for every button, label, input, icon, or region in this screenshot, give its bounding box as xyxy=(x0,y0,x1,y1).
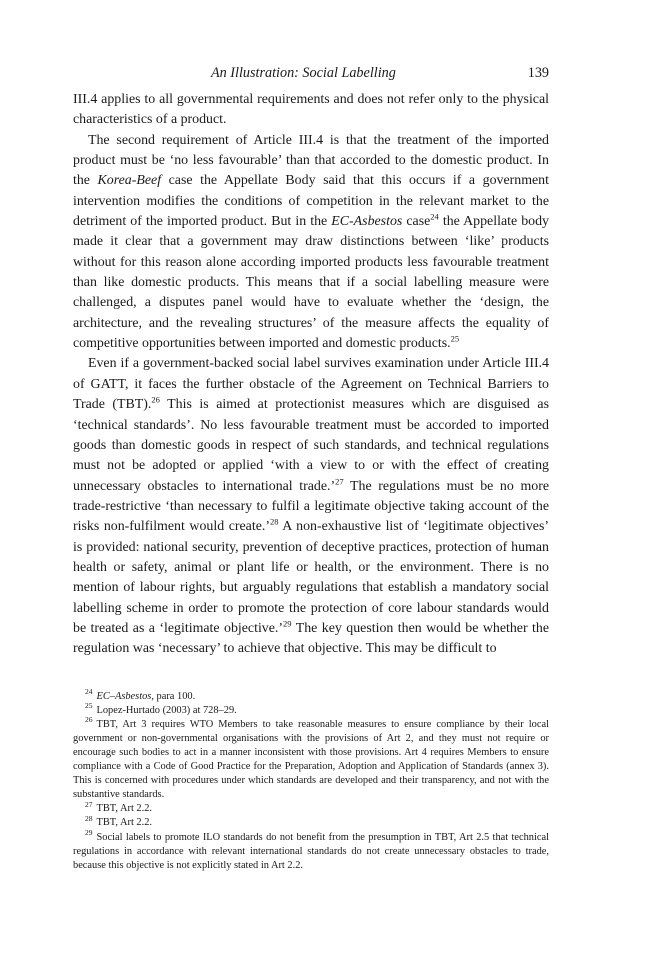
footnote-case-name: EC–Asbestos xyxy=(96,690,152,702)
footnote-ref-24: 24 xyxy=(430,211,439,222)
footnote-28 xyxy=(73,816,549,830)
footnote-ref-28: 28 xyxy=(269,516,279,527)
footnote-ref-26: 26 xyxy=(151,394,160,405)
paragraph-1-text: III.4 applies to all governmental requirements and does not refer only to the physical characteristics of a product. xyxy=(73,92,549,128)
paragraph-3-text: A non-exhaustive list of ‘legitimate objectives’ is provided: national security, prevention of deceptive practices, protection of human health or safety, animal or plant life or health, or the environment. There is no mention of labour rights, but arguably regulations that establish a mandatory social labelling scheme in order to promote the protection of core labour standards would be treated as a ‘legitimate objective.’ xyxy=(73,519,549,636)
footnote-number: 26 xyxy=(85,715,93,725)
footnote-number: 24 xyxy=(85,687,93,697)
paragraph-2-text: case xyxy=(402,214,431,230)
body-text xyxy=(73,90,549,660)
footnote-text: Social labels to promote ILO standards do not benefit from the presumption in TBT, Art 2.5 that technical regulations in accordance with relevant international standards do not create unnecessary obstacles to trade, because this objective is not explicitly stated in Art 2.2. xyxy=(73,831,549,871)
paragraph-2-text: case the Appellate Body said that this occurs if a government intervention modifies the conditions of competition in the relevant market to the detriment of the imported product. But in the xyxy=(73,173,549,230)
paragraph-3-text: The key question then would be whether the regulation was ‘necessary’ to achieve that objective. This may be difficult to xyxy=(73,620,550,657)
paragraph-2-text: The second requirement of Article III.4 is that the treatment of the imported product must be ‘no less favourable’ than that accorded to the domestic product. In the xyxy=(73,132,549,189)
book-page xyxy=(73,62,549,873)
footnote-26 xyxy=(73,715,549,803)
footnotes xyxy=(73,687,549,873)
footnote-text: TBT, Art 2.2. xyxy=(96,817,153,829)
footnote-25 xyxy=(73,701,549,718)
footnote-24 xyxy=(73,687,549,704)
footnote-ref-27: 27 xyxy=(335,475,344,486)
paragraph-3-text: The regulations must be no more trade-restrictive ‘than necessary to fulfil a legitimate objective taking account of the risks non-fulfilment would create.’ xyxy=(73,478,549,535)
footnote-27 xyxy=(73,799,549,816)
footnote-text: , para 100. xyxy=(151,690,196,702)
paragraph-2-text: the Appellate body made it clear that a government may draw distinctions between ‘like’ products without for this reason alone according imported products less favourable treatment than like domestic products. This means that if a social labelling measure were challenged, a disputes panel would have to evaluate whether the ‘design, the architecture, and the revealing structures’ of the measure affects the equality of competitive opportunities between imported and domestic products. xyxy=(73,214,549,352)
footnote-29 xyxy=(73,828,549,873)
running-title: An Illustration: Social Labelling xyxy=(211,65,396,81)
running-header xyxy=(73,62,549,84)
footnote-ref-29: 29 xyxy=(283,618,292,629)
footnote-ref-25: 25 xyxy=(450,333,460,344)
footnote-text: TBT, Art 2.2. xyxy=(96,803,153,815)
paragraph-1 xyxy=(73,90,549,131)
case-name-korea-beef: Korea-Beef xyxy=(97,173,162,189)
footnote-number: 25 xyxy=(85,701,93,711)
page-number: 139 xyxy=(527,65,549,81)
footnote-text: Lopez-Hurtado (2003) at 728–29. xyxy=(96,704,237,716)
paragraph-3-text: This is aimed at protectionist measures which are disguised as ‘technical standards’. No less favourable treatment must be accorded to imported goods than domestic goods in respect of such standards, and technical regulations must not be adopted or applied ‘with a view to or with the effect of creating unnecessary obstacles to international trade.’ xyxy=(73,397,549,494)
footnote-number: 29 xyxy=(85,828,93,838)
footnote-number: 27 xyxy=(85,799,93,809)
paragraph-3-text: Even if a government-backed social label survives examination under Article III.4 of GATT, it faces the further obstacle of the Agreement on Technical Barriers to Trade (TBT). xyxy=(73,356,549,413)
footnote-number: 28 xyxy=(85,814,93,823)
paragraph-2 xyxy=(73,131,549,355)
footnote-text: TBT, Art 3 requires WTO Members to take reasonable measures to ensure compliance by their local government or non-governmental organisations with the provisions of Art 2, and they must not require or encourage such bodies to act in a manner inconsistent with those provisions. Art 4 requires Members to ensure compliance with a Code of Good Practice for the Preparation, Adoption and Application of Standards (annex 3). This is concerned with procedures under which standards are developed and their transparency, and not with the substantive standards. xyxy=(73,718,549,801)
case-name-ec-asbestos: EC-Asbestos xyxy=(331,214,403,230)
paragraph-3 xyxy=(73,354,549,659)
